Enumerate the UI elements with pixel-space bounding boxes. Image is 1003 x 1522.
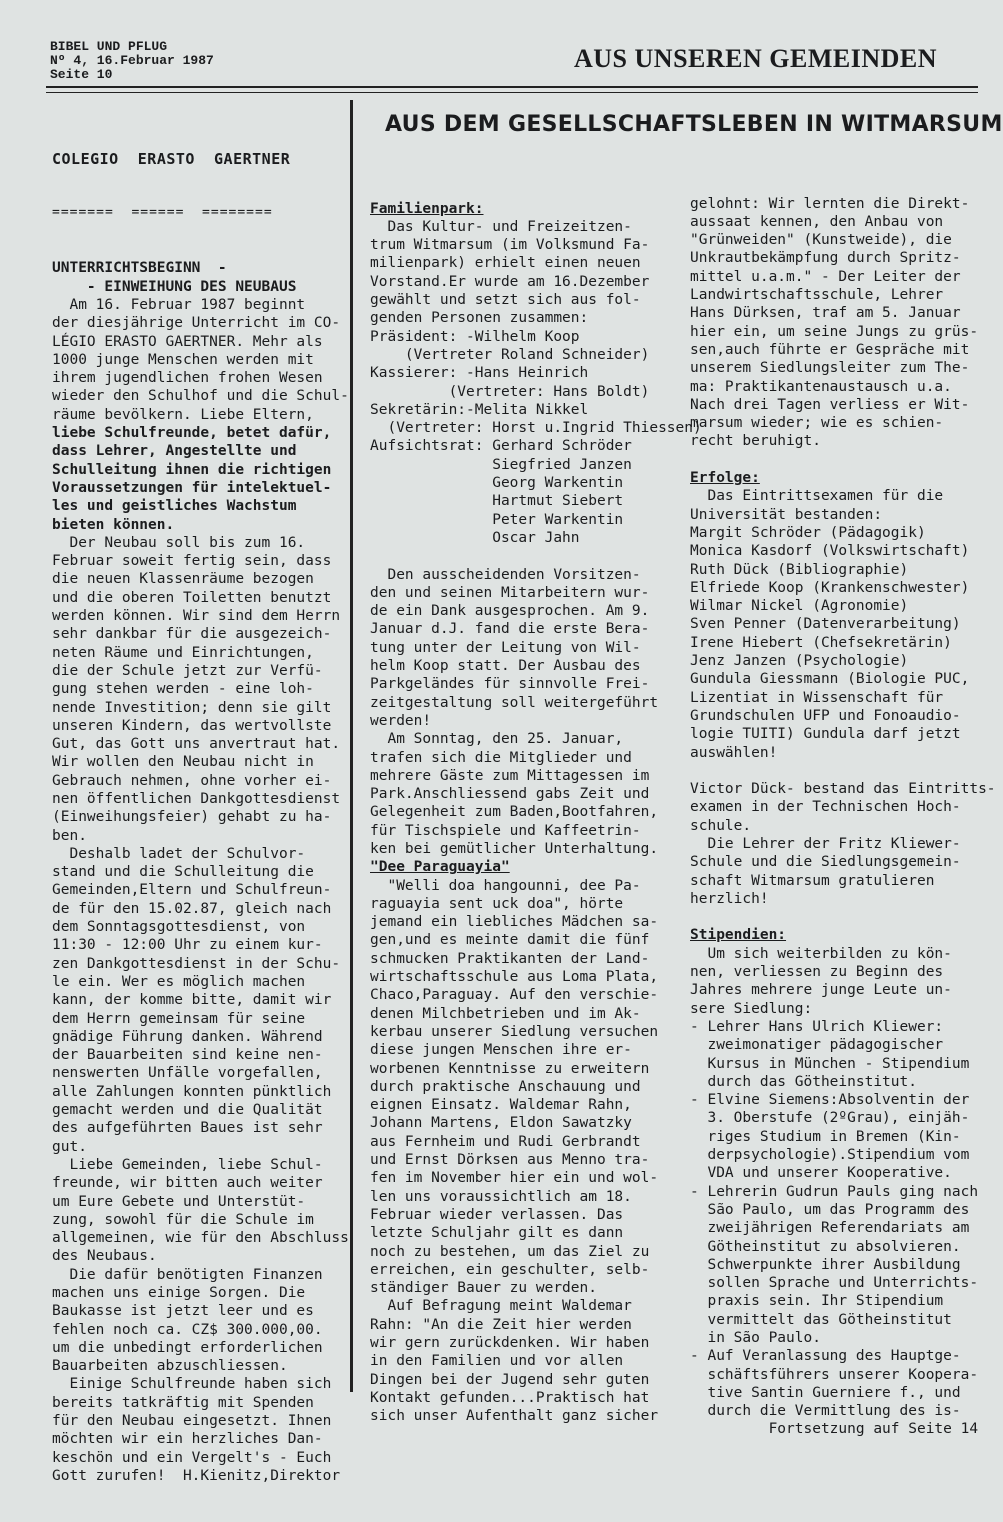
middle-article-title: AUS DEM GESELLSCHAFTSLEBEN IN WITMARSUM xyxy=(385,112,1003,137)
middle-article xyxy=(370,200,702,1426)
masthead-page: Seite 10 xyxy=(50,67,113,82)
left-text-line: Die dafür benötigten Finanzen xyxy=(52,1266,323,1283)
left-text-line: gut. xyxy=(52,1138,87,1155)
middle-text-line: werden! xyxy=(370,712,432,729)
middle-text-line: Kassierer: -Hans Heinrich xyxy=(370,365,589,382)
middle-text-line: Parkgeländes für sinnvolle Frei- xyxy=(370,676,650,693)
header-rule xyxy=(46,86,978,88)
right-text-line: 3. Oberstufe (2ºGrau), einjäh- xyxy=(690,1110,970,1127)
left-text-line: keschön und ein Vergelt's - Euch xyxy=(52,1449,332,1466)
right-text-line: Die Lehrer der Fritz Kliewer- xyxy=(690,835,961,852)
right-text-line: ma: Praktikantenaustausch u.a. xyxy=(690,378,952,395)
left-text-line: de für den 15.02.87, gleich nach xyxy=(52,900,332,917)
right-text-line: Lizentiat in Wissenschaft für xyxy=(690,689,944,706)
right-text-line: Stipendien: xyxy=(690,927,787,944)
left-text-line: 11:30 - 12:00 Uhr zu einem kur- xyxy=(52,937,323,954)
middle-text-line: Dingen bei der Jugend sehr guten xyxy=(370,1371,650,1388)
right-text-line: São Paulo, um das Programm des xyxy=(690,1201,970,1218)
middle-text-line: "Welli doa hangounni, dee Pa- xyxy=(370,877,641,894)
middle-text-line: Vorstand.Er wurde am 16.Dezember xyxy=(370,273,650,290)
right-text-line: - Auf Veranlassung des Hauptge- xyxy=(690,1348,961,1365)
right-text-line: herzlich! xyxy=(690,890,769,907)
right-text-line: schaft Witmarsum gratulieren xyxy=(690,872,935,889)
left-text-line: nenswerten Unfälle vorgefallen, xyxy=(52,1065,323,1082)
middle-text-line: worbenen Kenntnisse zu erweitern xyxy=(370,1060,650,1077)
left-text-line: ihrem jugendlichen frohen Wesen xyxy=(52,370,323,387)
left-text-line: (Einweihungsfeier) gehabt zu ha- xyxy=(52,809,332,826)
right-text-line: aussaat kennen, den Anbau von xyxy=(690,213,944,230)
middle-text-line: Präsident: -Wilhelm Koop xyxy=(370,328,580,345)
right-text-line: - Lehrerin Gudrun Pauls ging nach xyxy=(690,1183,979,1200)
section-title: AUS UNSEREN GEMEINDEN xyxy=(574,44,937,73)
left-text-line: Baukasse ist jetzt leer und es xyxy=(52,1303,314,1320)
left-text-line: Am 16. Februar 1987 beginnt xyxy=(52,296,306,313)
middle-text-line: Gelegenheit zum Baden,Bootfahren, xyxy=(370,804,659,821)
middle-text-line: tung unter der Leitung von Wil- xyxy=(370,639,641,656)
right-text-line: Kursus in München - Stipendium xyxy=(690,1055,970,1072)
middle-text-line: gen,und es meinte damit die fünf xyxy=(370,932,650,949)
middle-text-line: Den ausscheidenden Vorsitzen- xyxy=(370,566,641,583)
left-text-line: des aufgeführten Baues ist sehr xyxy=(52,1120,323,1137)
left-text-line: kann, der komme bitte, damit wir xyxy=(52,992,332,1009)
middle-text-line: Sekretärin:-Melita Nikkel xyxy=(370,401,589,418)
middle-text-line: helm Koop statt. Der Ausbau des xyxy=(370,658,641,675)
right-article xyxy=(690,195,996,1439)
middle-text-line: Georg Warkentin xyxy=(370,475,624,492)
left-text-line: Voraussetzungen für intelektuel- xyxy=(52,479,332,496)
right-text-line: sollen Sprache und Unterrichts- xyxy=(690,1275,979,1292)
middle-text-line: "Dee Paraguayia" xyxy=(370,859,510,876)
school-name: COLEGIO ERASTO GAERTNER xyxy=(52,149,291,168)
right-text-line: Universität bestanden: xyxy=(690,506,883,523)
left-text-line: machen uns einige Sorgen. Die xyxy=(52,1285,306,1301)
right-text-line: Sven Penner (Datenverarbeitung) xyxy=(690,616,961,633)
left-text-line: - EINWEIHUNG DES NEUBAUS xyxy=(52,278,297,295)
right-text-line: auswählen! xyxy=(690,744,778,761)
middle-text-line: de ein Dank ausgesprochen. Am 9. xyxy=(370,603,650,620)
right-text-line: Monica Kasdorf (Volkswirtschaft) xyxy=(690,543,970,560)
left-text-line: le ein. Wer es möglich machen xyxy=(52,973,306,990)
right-text-line: sen,auch führte er Gespräche mit xyxy=(690,341,970,358)
left-text-line: die neuen Klassenräume bezogen xyxy=(52,571,314,588)
left-text-line: liebe Schulfreunde, betet dafür, xyxy=(52,425,332,442)
right-text-line: Ruth Dück (Bibliographie) xyxy=(690,561,909,578)
middle-text-line: (Vertreter: Hans Boldt) xyxy=(370,383,650,400)
right-text-line: tive Santin Guerniere f., und xyxy=(690,1384,961,1401)
right-text-line: gelohnt: Wir lernten die Direkt- xyxy=(690,195,970,212)
left-text-line: der Bauarbeiten sind keine nen- xyxy=(52,1047,323,1064)
right-text-line: Schwerpunkte ihrer Ausbildung xyxy=(690,1256,961,1273)
right-text-line: Fortsetzung auf Seite 14 xyxy=(690,1421,979,1438)
left-text-line: dem Sonntagsgottesdienst, von xyxy=(52,919,306,936)
right-text-line: zweimonatiger pädagogischer xyxy=(690,1037,944,1054)
middle-text-line: schmucken Praktikanten der Land- xyxy=(370,950,650,967)
middle-text-line: Park.Anschliessend gabs Zeit und xyxy=(370,786,650,803)
masthead xyxy=(50,40,214,82)
right-text-line: Hans Dürksen, traf am 5. Januar xyxy=(690,305,961,322)
middle-text-line: kerbau unserer Siedlung versuchen xyxy=(370,1023,659,1040)
right-text-line: Wilmar Nickel (Agronomie) xyxy=(690,598,909,615)
left-text-line: UNTERRICHTSBEGINN - xyxy=(52,260,227,277)
middle-text-line: Das Kultur- und Freizeitzen- xyxy=(370,218,632,235)
left-text-line: gemacht werden und die Qualität xyxy=(52,1102,323,1119)
right-text-line: - Lehrer Hans Ulrich Kliewer: xyxy=(690,1018,944,1035)
left-text-line: Gebrauch nehmen, ohne vorher ei- xyxy=(52,772,332,789)
right-text-line: marsum wieder; wie es schien- xyxy=(690,415,944,432)
header-rule-thin xyxy=(46,92,978,93)
left-text-line: sehr dankbar für die ausgezeich- xyxy=(52,626,332,643)
right-text-line: logie TUITI) Gundula darf jetzt xyxy=(690,726,961,743)
right-text-line: Unkrautbekämpfung durch Spritz- xyxy=(690,250,961,267)
left-text-line: dem Herrn gemeinsam für seine xyxy=(52,1010,306,1027)
middle-text-line: zeitgestaltung soll weitergeführt xyxy=(370,694,659,711)
right-text-line: - Elvine Siemens:Absolventin der xyxy=(690,1092,970,1109)
masthead-issue: Nº 4, 16.Februar 1987 xyxy=(50,53,214,68)
left-text-line: Bauarbeiten abzuschliessen. xyxy=(52,1358,288,1375)
middle-text-line: len uns voraussichtlich am 18. xyxy=(370,1188,632,1205)
left-text-line: nende Investition; denn sie gilt xyxy=(52,699,332,716)
right-text-line: vermittelt das Götheinstitut xyxy=(690,1311,952,1328)
middle-text-line: in den Familien und vor allen xyxy=(370,1353,624,1370)
right-text-line: nen, verliessen zu Beginn des xyxy=(690,964,944,981)
left-text-line: Der Neubau soll bis zum 16. xyxy=(52,534,306,551)
middle-text-line: mehrere Gäste zum Mittagessen im xyxy=(370,767,650,784)
right-text-line: sere Siedlung: xyxy=(690,1000,813,1017)
right-text-line: Jahres mehrere junge Leute un- xyxy=(690,982,952,999)
right-text-line: hier ein, um seine Jungs zu grüs- xyxy=(690,323,979,340)
middle-text-line: milienpark) erhielt einen neuen xyxy=(370,255,641,272)
middle-text-line: Johann Martens, Eldon Sawatzky xyxy=(370,1115,632,1132)
middle-text-line: gewählt und setzt sich aus fol- xyxy=(370,292,641,309)
left-text-line: nen öffentlichen Dankgottesdienst xyxy=(52,790,341,807)
middle-text-line: (Vertreter: Horst u.Ingrid Thiessen) xyxy=(370,420,702,437)
right-text-line: riges Studium in Bremen (Kin- xyxy=(690,1128,961,1145)
middle-text-line: denen Milchbetrieben und im Ak- xyxy=(370,1005,641,1022)
middle-text-line: raguayia sent uck doa", hörte xyxy=(370,895,624,912)
school-name-underline: ======= ====== ======== xyxy=(52,205,273,221)
middle-text-line: genden Personen zusammen: xyxy=(370,310,589,327)
middle-text-line: Oscar Jahn xyxy=(370,529,580,546)
middle-text-line: Peter Warkentin xyxy=(370,511,624,528)
left-text-line: Deshalb ladet der Schulvor- xyxy=(52,845,306,862)
left-text-line: Gemeinden,Eltern und Schulfreun- xyxy=(52,882,332,899)
right-text-line: mittel u.a.m." - Der Leiter der xyxy=(690,268,961,285)
middle-text-line: Hartmut Siebert xyxy=(370,493,624,510)
left-text-line: des Neubaus. xyxy=(52,1248,157,1265)
right-text-line: Jenz Janzen (Psychologie) xyxy=(690,653,909,670)
left-text-line: gung stehen werden - eine loh- xyxy=(52,681,314,698)
left-text-line: fehlen noch ca. CZ$ 300.000,00. xyxy=(52,1321,323,1338)
left-text-line: räume bevölkern. Liebe Eltern, xyxy=(52,406,314,423)
left-text-line: um Eure Gebete und Unterstüt- xyxy=(52,1193,306,1210)
left-column xyxy=(52,113,349,1522)
middle-text-line: aus Fernheim und Rudi Gerbrandt xyxy=(370,1133,641,1150)
left-text-line: Februar soweit fertig sein, dass xyxy=(52,553,332,570)
left-text-line: dass Lehrer, Angestellte und xyxy=(52,443,297,460)
middle-text-line: und Ernst Dörksen aus Menno tra- xyxy=(370,1152,650,1169)
left-text-line: gnädige Führung danken. Während xyxy=(52,1028,323,1045)
left-text-line: bereits tatkräftig mit Spenden xyxy=(52,1394,314,1411)
left-text-line: Liebe Gemeinden, liebe Schul- xyxy=(52,1156,323,1173)
middle-text-line: eignen Einsatz. Waldemar Rahn, xyxy=(370,1097,632,1114)
right-text-line: derpsychologie).Stipendium vom xyxy=(690,1147,970,1164)
left-text-line: freunde, wir bitten auch weiter xyxy=(52,1175,323,1192)
left-text-line: der diesjährige Unterricht im CO- xyxy=(52,315,341,332)
middle-text-line: Chaco,Paraguay. Auf den verschie- xyxy=(370,987,659,1004)
right-text-line: Um sich weiterbilden zu kön- xyxy=(690,945,952,962)
left-text-line: Schulleitung ihnen die richtigen xyxy=(52,461,332,478)
middle-text-line: ken bei gemütlicher Unterhaltung. xyxy=(370,840,659,857)
middle-text-line: Siegfried Janzen xyxy=(370,456,632,473)
right-text-line: zweijährigen Referendariats am xyxy=(690,1220,970,1237)
left-text-line: Gott zurufen! H.Kienitz,Direktor xyxy=(52,1467,341,1484)
right-text-line: praxis sein. Ihr Stipendium xyxy=(690,1293,944,1310)
middle-text-line: den und seinen Mitarbeitern wur- xyxy=(370,584,650,601)
middle-text-line: ständiger Bauer zu werden. xyxy=(370,1280,597,1297)
middle-text-line: Januar d.J. fand die erste Bera- xyxy=(370,621,650,638)
left-text-line: die der Schule jetzt zur Verfü- xyxy=(52,662,323,679)
left-text-line: les und geistliches Wachstum xyxy=(52,498,297,515)
right-text-line: "Grünweiden" (Kunstweide), die xyxy=(690,232,952,249)
middle-text-line: letzte Schuljahr gilt es dann xyxy=(370,1225,624,1242)
right-text-line: unserem Siedlungsleiter zum The- xyxy=(690,360,970,377)
left-article xyxy=(52,259,349,1485)
middle-text-line: (Vertreter Roland Schneider) xyxy=(370,346,650,363)
left-text-line: zen Dankgottesdienst in der Schu- xyxy=(52,955,341,972)
right-text-line xyxy=(690,908,982,926)
masthead-publication: BIBEL UND PFLUG xyxy=(50,39,168,54)
middle-text-line: trafen sich die Mitglieder und xyxy=(370,749,632,766)
left-text-line: für den Neubau eingesetzt. Ihnen xyxy=(52,1413,332,1430)
middle-text-line: Rahn: "An die Zeit hier werden xyxy=(370,1316,632,1333)
left-text-line: werden können. Wir sind dem Herrn xyxy=(52,608,341,625)
middle-text-line: für Tischspiele und Kaffeetrin- xyxy=(370,822,641,839)
middle-text-line: erreichen, ein geschulter, selb- xyxy=(370,1261,650,1278)
middle-text-line: diese jungen Menschen ihre er- xyxy=(370,1042,632,1059)
left-text-line: alle Zahlungen konnten pünktlich xyxy=(52,1083,332,1100)
right-text-line: examen in der Technischen Hoch- xyxy=(690,799,961,816)
left-text-line: LÉGIO ERASTO GAERTNER. Mehr als xyxy=(52,333,323,350)
right-text-line: Gundula Giessmann (Biologie PUC, xyxy=(690,671,970,688)
right-text-line: Victor Dück- bestand das Eintritts- xyxy=(690,781,996,798)
left-text-line: allgemeinen, wie für den Abschluss xyxy=(52,1230,349,1247)
right-column xyxy=(690,158,996,1475)
right-text-line: VDA und unserer Kooperative. xyxy=(690,1165,952,1182)
left-text-line: stand und die Schulleitung die xyxy=(52,864,314,881)
left-text-line: bieten können. xyxy=(52,516,175,533)
left-text-line: 1000 junge Menschen werden mit xyxy=(52,351,314,368)
middle-text-line: Am Sonntag, den 25. Januar, xyxy=(370,731,624,748)
left-text-line: neten Räume und Einrichtungen, xyxy=(52,644,314,661)
left-text-line: wieder den Schulhof und die Schul- xyxy=(52,388,349,405)
middle-text-line: Kontakt gefunden...Praktisch hat xyxy=(370,1389,650,1406)
left-text-line: Gut, das Gott uns anvertraut hat. xyxy=(52,736,341,753)
right-text-line: Schule und die Siedlungsgemein- xyxy=(690,854,961,871)
middle-text-line: noch zu bestehen, um das Ziel zu xyxy=(370,1243,650,1260)
right-text-line: schäftsführers unserer Koopera- xyxy=(690,1366,979,1383)
right-text-line: Elfriede Koop (Krankenschwester) xyxy=(690,579,970,596)
right-text-line: schule. xyxy=(690,817,752,834)
middle-text-line: wir gern zurückdenken. Wir haben xyxy=(370,1335,650,1351)
middle-text-line xyxy=(370,547,665,565)
right-text-line xyxy=(690,451,982,469)
middle-column xyxy=(370,163,702,1462)
left-text-line: möchten wir ein herzliches Dan- xyxy=(52,1431,323,1448)
left-text-line: unseren Kindern, das wertvollste xyxy=(52,717,332,734)
middle-text-line: fen im November hier ein und wol- xyxy=(370,1170,659,1187)
left-text-line: um die unbedingt erforderlichen xyxy=(52,1339,323,1356)
middle-text-line: sich unser Aufenthalt ganz sicher xyxy=(370,1408,659,1425)
right-text-line: durch das Götheinstitut. xyxy=(690,1073,917,1090)
middle-text-line: trum Witmarsum (im Volksmund Fa- xyxy=(370,237,650,254)
left-text-line: ben. xyxy=(52,827,87,844)
right-text-line: Irene Hiebert (Chefsekretärin) xyxy=(690,634,952,651)
right-text-line: Grundschulen UFP und Fonoaudio- xyxy=(690,707,961,724)
left-text-line: und die oberen Toiletten benutzt xyxy=(52,589,332,606)
right-text-line: Das Eintrittsexamen für die xyxy=(690,488,944,505)
right-text-line: recht beruhigt. xyxy=(690,433,821,450)
middle-text-line: Aufsichtsrat: Gerhard Schröder xyxy=(370,438,632,455)
right-text-line: Landwirtschaftsschule, Lehrer xyxy=(690,287,944,304)
left-text-line: Einige Schulfreunde haben sich xyxy=(52,1376,332,1393)
right-text-line: Erfolge: xyxy=(690,470,760,487)
column-divider xyxy=(350,100,353,1392)
middle-text-line: durch praktische Anschauung und xyxy=(370,1078,641,1095)
right-text-line: Götheinstitut zu absolvieren. xyxy=(690,1238,961,1255)
right-text-line: Margit Schröder (Pädagogik) xyxy=(690,524,926,541)
middle-text-line: Auf Befragung meint Waldemar xyxy=(370,1298,632,1315)
middle-text-line: Familienpark: xyxy=(370,200,484,217)
right-text-line: Nach drei Tagen verliess er Wit- xyxy=(690,396,970,413)
left-text-line: Wir wollen den Neubau nicht in xyxy=(52,754,314,771)
right-text-line: durch die Vermittlung des is- xyxy=(690,1403,961,1420)
middle-text-line: Februar wieder verlassen. Das xyxy=(370,1206,624,1223)
middle-text-line: wirtschaftsschule aus Loma Plata, xyxy=(370,969,659,986)
left-text-line: zung, sowohl für die Schule im xyxy=(52,1211,314,1228)
right-text-line xyxy=(690,762,982,780)
middle-text-line: jemand ein liebliches Mädchen sa- xyxy=(370,914,659,931)
right-text-line: in São Paulo. xyxy=(690,1330,821,1346)
